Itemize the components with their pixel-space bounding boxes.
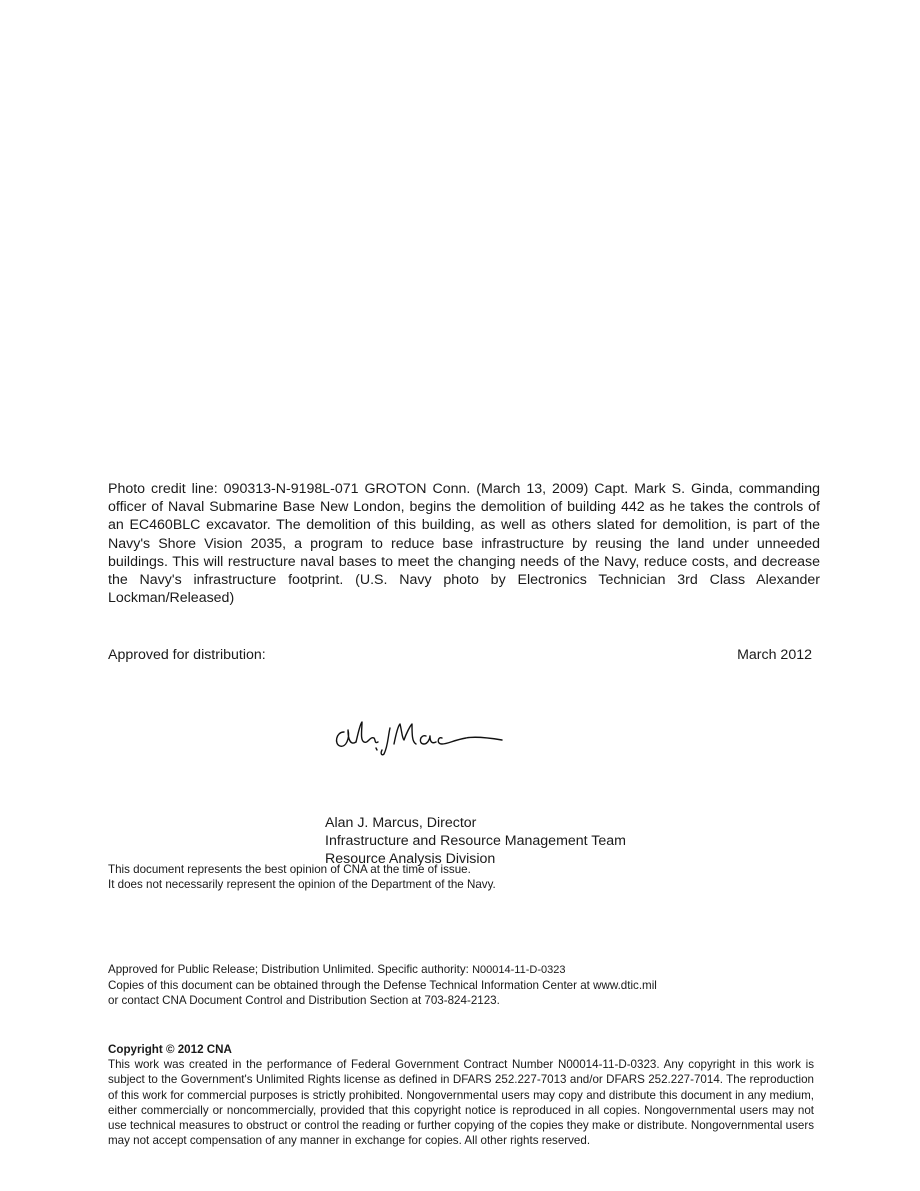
release-line-3: or contact CNA Document Control and Distribution Section at 703-824-2123. (108, 994, 500, 1008)
signer-block (325, 814, 626, 869)
disclaimer (108, 862, 496, 892)
director-signature (330, 714, 510, 760)
copyright-heading: Copyright © 2012 CNA (108, 1043, 232, 1056)
copyright-body (108, 1057, 814, 1148)
photo-credit-caption: Photo credit line: 090313-N-9198L-071 GROTON Conn. (March 13, 2009) Capt. Mark S. Ginda, commanding officer of Naval Submarine Base New London, begins the demolition of building 442 as he takes the controls of an EC460BLC excavator. The demolition of this building, as well as others slated for demolition, is part of the Navy's Shore Vision 2035, a program to reduce base infrastructure by reusing the land under unneeded buildings. This will restructure naval bases to meet the changing needs of the Navy, reduce costs, and decrease the Navy's infrastructure footprint. (U.S. Navy photo by Electronics Technician 3rd Class Alexander Lockman/Released) (108, 481, 820, 607)
release-authority-text: Approved for Public Release; Distribution Unlimited. Specific authority: (108, 963, 473, 976)
copyright-body-prefix: This work was created in the performance of Federal Government Contract Number (108, 1058, 558, 1072)
approved-for-distribution-label: Approved for distribution: (108, 647, 266, 663)
signer-division: Resource Analysis Division (325, 851, 496, 868)
copyright-contract-number: N00014-11-D-0323 (557, 1058, 657, 1072)
release-line-2: Copies of this document can be obtained through the Defense Technical Information Center at www.dtic.mil (108, 979, 657, 993)
disclaimer-line-2: It does not necessarily represent the opinion of the Department of the Navy. (108, 878, 496, 892)
copyright-body-suffix: . Any copyright in this work is subject to the Government's Unlimited Rights license as defined in DFARS 252.227-7013 and/or DFARS 252.227-7014. The reproduction of this work for commercial purposes is strictly prohibited. Nongovernmental users may copy and distribute this document in any medium, either commercially or noncommercially, provided that this copyright notice is reproduced in all copies. Nongovernmental users may not use technical measures to obstruct or control the reading or further copying of the copies they make or distribute. Nongovernmental users may not accept compensation of any manner in exchange for copies. All other rights reserved. (108, 1058, 814, 1148)
signer-name-title: Alan J. Marcus, Director (325, 815, 477, 831)
approval-date: March 2012 (737, 647, 812, 663)
disclaimer-line-1: This document represents the best opinion of CNA at the time of issue. (108, 863, 471, 876)
signer-team: Infrastructure and Resource Management Team (325, 833, 626, 850)
release-contract-number: N00014-11-D-0323 (472, 964, 566, 976)
release-line-1 (108, 962, 820, 978)
release-statement (108, 962, 820, 1009)
copyright-notice (108, 1042, 814, 1148)
